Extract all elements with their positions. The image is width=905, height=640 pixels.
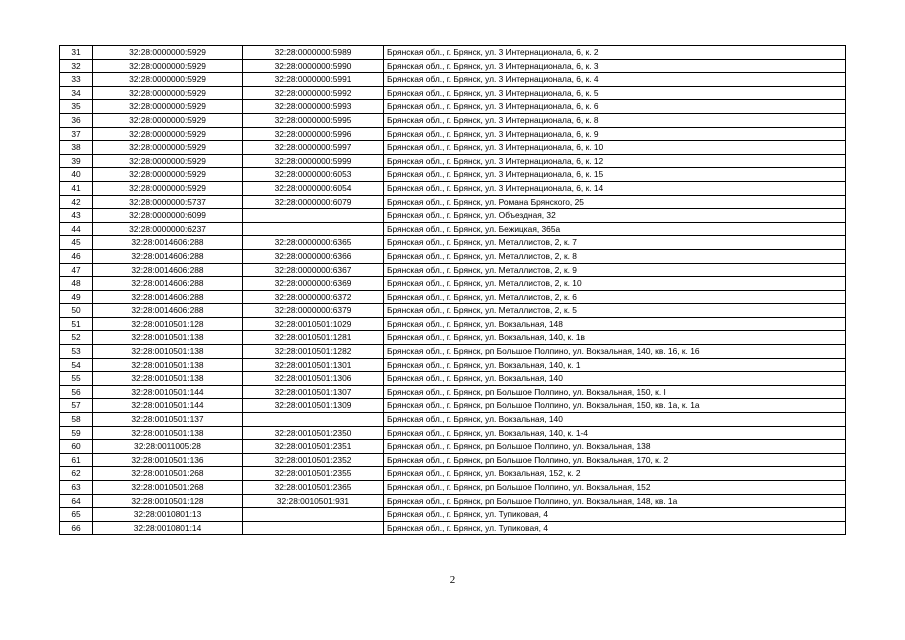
table-row [60,345,846,359]
row-number-cell: 52 [60,331,93,345]
address-cell: Брянская обл., г. Брянск, рп Большое Полпино, ул. Вокзальная, 148, кв. 1а [384,494,846,508]
table-row [60,127,846,141]
row-number-cell: 60 [60,440,93,454]
parent-cadastral-number-cell: 32:28:0000000:5737 [93,195,243,209]
cadastral-number-cell [243,508,384,522]
row-number-cell: 42 [60,195,93,209]
parent-cadastral-number-cell: 32:28:0000000:5929 [93,100,243,114]
row-number-cell: 33 [60,73,93,87]
cadastral-number-cell: 32:28:0000000:6366 [243,249,384,263]
parent-cadastral-number-cell: 32:28:0000000:5929 [93,59,243,73]
cadastral-number-cell: 32:28:0000000:6369 [243,277,384,291]
table-row [60,141,846,155]
address-cell: Брянская обл., г. Брянск, ул. Металлистов, 2, к. 10 [384,277,846,291]
address-cell: Брянская обл., г. Брянск, ул. Вокзальная, 140 [384,372,846,386]
cadastral-number-cell: 32:28:0010501:1306 [243,372,384,386]
parent-cadastral-number-cell: 32:28:0000000:5929 [93,127,243,141]
parent-cadastral-number-cell: 32:28:0010501:268 [93,467,243,481]
cadastral-number-cell: 32:28:0000000:6379 [243,304,384,318]
cadastral-number-cell: 32:28:0000000:5991 [243,73,384,87]
parent-cadastral-number-cell: 32:28:0000000:5929 [93,154,243,168]
table-row [60,277,846,291]
table-row [60,385,846,399]
document-page [59,45,845,535]
cadastral-number-cell [243,413,384,427]
parent-cadastral-number-cell: 32:28:0000000:5929 [93,46,243,60]
table-row [60,372,846,386]
table-row [60,249,846,263]
cadastral-number-cell: 32:28:0000000:6053 [243,168,384,182]
address-cell: Брянская обл., г. Брянск, ул. Металлистов, 2, к. 9 [384,263,846,277]
parent-cadastral-number-cell: 32:28:0000000:5929 [93,141,243,155]
table-row [60,113,846,127]
table-row [60,86,846,100]
table-row [60,508,846,522]
parent-cadastral-number-cell: 32:28:0010501:138 [93,331,243,345]
row-number-cell: 48 [60,277,93,291]
address-cell: Брянская обл., г. Брянск, рп Большое Полпино, ул. Вокзальная, 170, к. 2 [384,453,846,467]
row-number-cell: 37 [60,127,93,141]
address-cell: Брянская обл., г. Брянск, ул. 3 Интернационала, 6, к. 9 [384,127,846,141]
row-number-cell: 57 [60,399,93,413]
address-cell: Брянская обл., г. Брянск, ул. Вокзальная, 140, к. 1-4 [384,426,846,440]
cadastral-number-cell: 32:28:0010501:931 [243,494,384,508]
table-row [60,467,846,481]
address-cell: Брянская обл., г. Брянск, ул. Металлистов, 2, к. 7 [384,236,846,250]
table-row [60,440,846,454]
parent-cadastral-number-cell: 32:28:0000000:5929 [93,73,243,87]
table-row [60,453,846,467]
row-number-cell: 38 [60,141,93,155]
cadastral-number-cell: 32:28:0000000:5999 [243,154,384,168]
cadastral-number-cell: 32:28:0000000:6079 [243,195,384,209]
cadastral-number-cell [243,222,384,236]
table-row [60,521,846,535]
row-number-cell: 32 [60,59,93,73]
address-cell: Брянская обл., г. Брянск, ул. 3 Интернационала, 6, к. 5 [384,86,846,100]
parent-cadastral-number-cell: 32:28:0010501:128 [93,317,243,331]
parent-cadastral-number-cell: 32:28:0010501:144 [93,399,243,413]
cadastral-number-cell: 32:28:0010501:1282 [243,345,384,359]
parent-cadastral-number-cell: 32:28:0014606:288 [93,249,243,263]
address-cell: Брянская обл., г. Брянск, ул. Металлистов, 2, к. 5 [384,304,846,318]
cadastral-number-cell: 32:28:0000000:5996 [243,127,384,141]
table-row [60,222,846,236]
cadastral-number-cell: 32:28:0000000:6054 [243,181,384,195]
parent-cadastral-number-cell: 32:28:0010501:136 [93,453,243,467]
row-number-cell: 31 [60,46,93,60]
table-row [60,154,846,168]
table-row [60,317,846,331]
cadastral-number-cell: 32:28:0000000:5989 [243,46,384,60]
table-row [60,236,846,250]
row-number-cell: 58 [60,413,93,427]
table-row [60,331,846,345]
address-cell: Брянская обл., г. Брянск, ул. Тупиковая, 4 [384,521,846,535]
row-number-cell: 63 [60,481,93,495]
cadastral-number-cell: 32:28:0010501:1029 [243,317,384,331]
cadastral-number-cell: 32:28:0000000:6372 [243,290,384,304]
address-cell: Брянская обл., г. Брянск, ул. Металлистов, 2, к. 8 [384,249,846,263]
parent-cadastral-number-cell: 32:28:0000000:5929 [93,181,243,195]
address-cell: Брянская обл., г. Брянск, ул. Вокзальная, 140, к. 1в [384,331,846,345]
row-number-cell: 56 [60,385,93,399]
row-number-cell: 50 [60,304,93,318]
table-body [60,46,846,535]
parent-cadastral-number-cell: 32:28:0010801:13 [93,508,243,522]
cadastral-number-cell: 32:28:0010501:2350 [243,426,384,440]
cadastral-number-cell: 32:28:0010501:1307 [243,385,384,399]
address-cell: Брянская обл., г. Брянск, рп Большое Полпино, ул. Вокзальная, 150, кв. 1а, к. 1а [384,399,846,413]
address-cell: Брянская обл., г. Брянск, ул. 3 Интернационала, 6, к. 14 [384,181,846,195]
table-row [60,209,846,223]
parent-cadastral-number-cell: 32:28:0000000:5929 [93,168,243,182]
row-number-cell: 61 [60,453,93,467]
table-row [60,73,846,87]
address-cell: Брянская обл., г. Брянск, рп Большое Полпино, ул. Вокзальная, 152 [384,481,846,495]
address-cell: Брянская обл., г. Брянск, ул. Объездная, 32 [384,209,846,223]
row-number-cell: 39 [60,154,93,168]
table-row [60,494,846,508]
table-row [60,304,846,318]
row-number-cell: 45 [60,236,93,250]
address-cell: Брянская обл., г. Брянск, ул. Вокзальная, 140 [384,413,846,427]
row-number-cell: 54 [60,358,93,372]
parent-cadastral-number-cell: 32:28:0000000:5929 [93,113,243,127]
cadastral-number-cell: 32:28:0010501:1281 [243,331,384,345]
row-number-cell: 51 [60,317,93,331]
row-number-cell: 64 [60,494,93,508]
address-cell: Брянская обл., г. Брянск, ул. Тупиковая, 4 [384,508,846,522]
row-number-cell: 49 [60,290,93,304]
table-row [60,358,846,372]
table-row [60,168,846,182]
cadastral-number-cell: 32:28:0000000:5990 [243,59,384,73]
table-row [60,59,846,73]
cadastral-number-cell: 32:28:0000000:5993 [243,100,384,114]
row-number-cell: 40 [60,168,93,182]
parent-cadastral-number-cell: 32:28:0010501:138 [93,345,243,359]
cadastral-number-cell: 32:28:0010501:2355 [243,467,384,481]
address-cell: Брянская обл., г. Брянск, ул. 3 Интернационала, 6, к. 2 [384,46,846,60]
table-row [60,181,846,195]
cadastral-number-cell: 32:28:0010501:2352 [243,453,384,467]
cadastral-number-cell: 32:28:0010501:1301 [243,358,384,372]
parent-cadastral-number-cell: 32:28:0010501:138 [93,358,243,372]
row-number-cell: 66 [60,521,93,535]
parent-cadastral-number-cell: 32:28:0010501:137 [93,413,243,427]
cadastral-number-cell: 32:28:0000000:6367 [243,263,384,277]
address-cell: Брянская обл., г. Брянск, ул. Металлистов, 2, к. 6 [384,290,846,304]
table-row [60,263,846,277]
address-cell: Брянская обл., г. Брянск, рп Большое Полпино, ул. Вокзальная, 140, кв. 16, к. 16 [384,345,846,359]
cadastral-number-cell: 32:28:0010501:2365 [243,481,384,495]
cadastral-table [59,45,846,535]
address-cell: Брянская обл., г. Брянск, ул. 3 Интернационала, 6, к. 15 [384,168,846,182]
row-number-cell: 34 [60,86,93,100]
address-cell: Брянская обл., г. Брянск, ул. 3 Интернационала, 6, к. 3 [384,59,846,73]
row-number-cell: 65 [60,508,93,522]
parent-cadastral-number-cell: 32:28:0000000:6099 [93,209,243,223]
parent-cadastral-number-cell: 32:28:0010501:128 [93,494,243,508]
address-cell: Брянская обл., г. Брянск, рп Большое Полпино, ул. Вокзальная, 138 [384,440,846,454]
parent-cadastral-number-cell: 32:28:0011005:28 [93,440,243,454]
table-row [60,195,846,209]
cadastral-number-cell: 32:28:0010501:1309 [243,399,384,413]
parent-cadastral-number-cell: 32:28:0014606:288 [93,263,243,277]
row-number-cell: 44 [60,222,93,236]
parent-cadastral-number-cell: 32:28:0010801:14 [93,521,243,535]
cadastral-number-cell: 32:28:0000000:5992 [243,86,384,100]
address-cell: Брянская обл., г. Брянск, ул. Вокзальная, 140, к. 1 [384,358,846,372]
row-number-cell: 62 [60,467,93,481]
parent-cadastral-number-cell: 32:28:0010501:268 [93,481,243,495]
cadastral-number-cell: 32:28:0000000:5995 [243,113,384,127]
parent-cadastral-number-cell: 32:28:0014606:288 [93,277,243,291]
address-cell: Брянская обл., г. Брянск, ул. 3 Интернационала, 6, к. 12 [384,154,846,168]
address-cell: Брянская обл., г. Брянск, рп Большое Полпино, ул. Вокзальная, 150, к. I [384,385,846,399]
address-cell: Брянская обл., г. Брянск, ул. 3 Интернационала, 6, к. 6 [384,100,846,114]
row-number-cell: 47 [60,263,93,277]
parent-cadastral-number-cell: 32:28:0010501:138 [93,372,243,386]
row-number-cell: 53 [60,345,93,359]
parent-cadastral-number-cell: 32:28:0014606:288 [93,304,243,318]
parent-cadastral-number-cell: 32:28:0010501:138 [93,426,243,440]
row-number-cell: 59 [60,426,93,440]
parent-cadastral-number-cell: 32:28:0010501:144 [93,385,243,399]
table-row [60,426,846,440]
row-number-cell: 41 [60,181,93,195]
cadastral-number-cell: 32:28:0000000:5997 [243,141,384,155]
cadastral-number-cell [243,521,384,535]
parent-cadastral-number-cell: 32:28:0014606:288 [93,236,243,250]
row-number-cell: 35 [60,100,93,114]
address-cell: Брянская обл., г. Брянск, ул. Вокзальная, 152, к. 2 [384,467,846,481]
table-row [60,100,846,114]
table-row [60,46,846,60]
row-number-cell: 46 [60,249,93,263]
row-number-cell: 36 [60,113,93,127]
row-number-cell: 43 [60,209,93,223]
address-cell: Брянская обл., г. Брянск, ул. Романа Брянского, 25 [384,195,846,209]
parent-cadastral-number-cell: 32:28:0014606:288 [93,290,243,304]
table-row [60,413,846,427]
page-number: 2 [449,574,456,586]
parent-cadastral-number-cell: 32:28:0000000:6237 [93,222,243,236]
table-row [60,481,846,495]
cadastral-number-cell [243,209,384,223]
cadastral-number-cell: 32:28:0010501:2351 [243,440,384,454]
cadastral-number-cell: 32:28:0000000:6365 [243,236,384,250]
address-cell: Брянская обл., г. Брянск, ул. Вокзальная, 148 [384,317,846,331]
address-cell: Брянская обл., г. Брянск, ул. 3 Интернационала, 6, к. 10 [384,141,846,155]
parent-cadastral-number-cell: 32:28:0000000:5929 [93,86,243,100]
table-row [60,290,846,304]
table-row [60,399,846,413]
address-cell: Брянская обл., г. Брянск, ул. Бежицкая, 365а [384,222,846,236]
address-cell: Брянская обл., г. Брянск, ул. 3 Интернационала, 6, к. 8 [384,113,846,127]
address-cell: Брянская обл., г. Брянск, ул. 3 Интернационала, 6, к. 4 [384,73,846,87]
row-number-cell: 55 [60,372,93,386]
